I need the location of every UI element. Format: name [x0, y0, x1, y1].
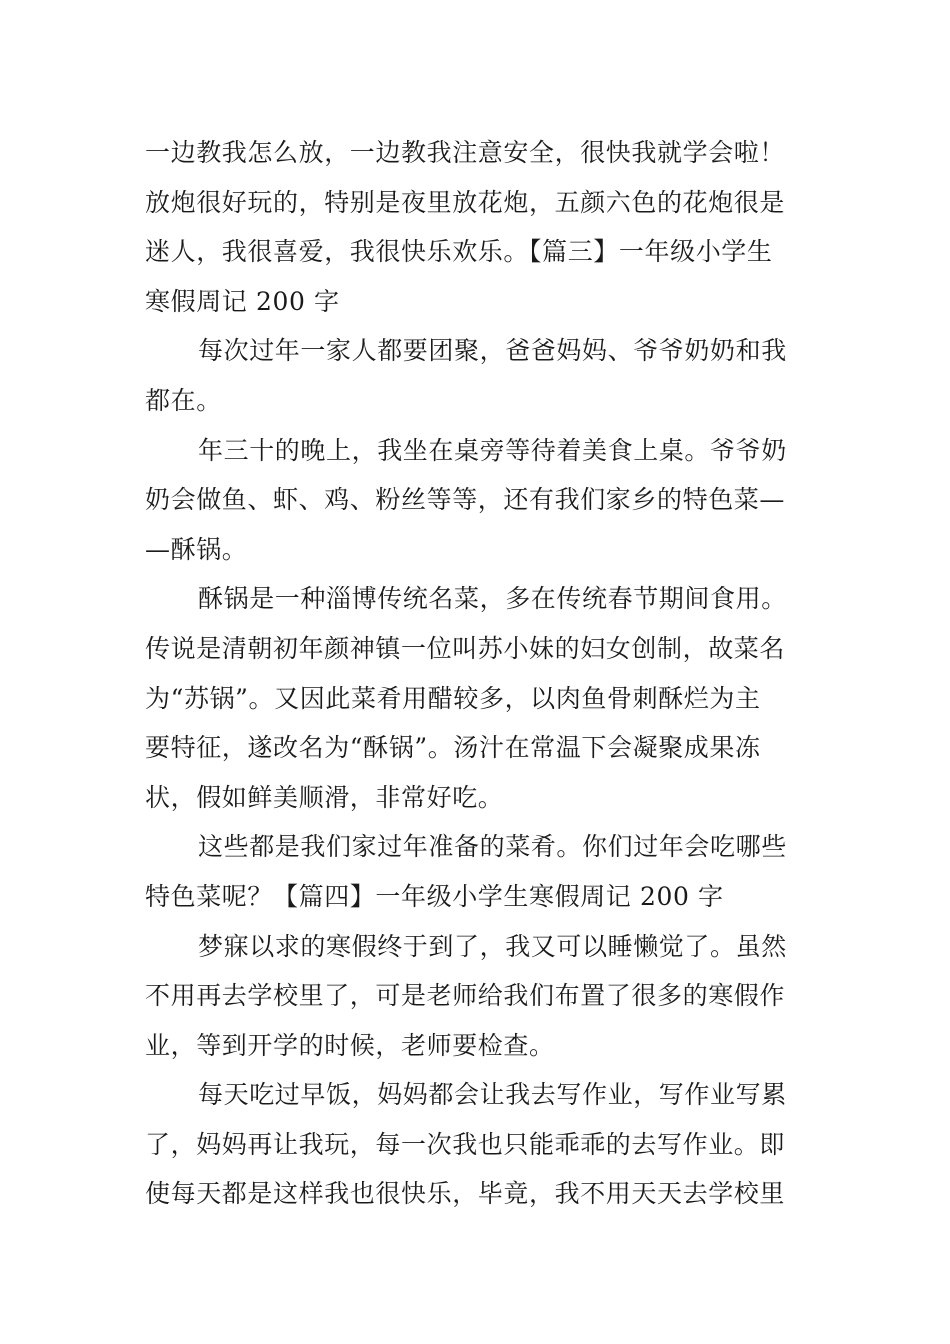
- paragraph: [145, 1070, 810, 1219]
- paragraph: [145, 922, 810, 1071]
- paragraph: [145, 326, 810, 425]
- text-line: 状，假如鲜美顺滑，非常好吃。: [145, 782, 504, 812]
- text-line: 酥锅是一种淄博传统名菜，多在传统春节期间食用。: [198, 584, 787, 614]
- text-line: 梦寐以求的寒假终于到了，我又可以睡懒觉了。虽然: [198, 931, 787, 961]
- paragraph: [145, 128, 810, 326]
- text-line: 寒假周记 200 字: [145, 286, 340, 316]
- text-line: 不用再去学校里了，可是老师给我们布置了很多的寒假作: [145, 981, 786, 1011]
- text-line: 使每天都是这样我也很快乐，毕竟，我不用天天去学校里: [145, 1179, 786, 1209]
- text-line: 奶会做鱼、虾、鸡、粉丝等等，还有我们家乡的特色菜—: [145, 485, 786, 515]
- text-line: 传说是清朝初年颜神镇一位叫苏小妹的妇女创制，故菜名: [145, 633, 786, 663]
- text-line: 这些都是我们家过年准备的菜肴。你们过年会吃哪些: [198, 832, 787, 862]
- paragraph: [145, 574, 810, 822]
- text-line: 要特征，遂改名为“酥锅”。汤汁在常温下会凝聚成果冻: [145, 733, 761, 763]
- text-line: 业，等到开学的时候，老师要检查。: [145, 1030, 555, 1060]
- paragraph: [145, 426, 810, 575]
- text-line: 每天吃过早饭，妈妈都会让我去写作业，写作业写累: [198, 1080, 787, 1110]
- paragraph: [145, 822, 810, 921]
- document-body: [145, 128, 810, 1219]
- text-line: 放炮很好玩的，特别是夜里放花炮，五颜六色的花炮很是: [145, 187, 786, 217]
- text-line: 每次过年一家人都要团聚，爸爸妈妈、爷爷奶奶和我: [198, 336, 787, 366]
- text-line: 了，妈妈再让我玩，每一次我也只能乖乖的去写作业。即: [145, 1129, 786, 1159]
- text-line: 特色菜呢？【篇四】一年级小学生寒假周记 200 字: [145, 881, 724, 911]
- text-line: 年三十的晚上，我坐在桌旁等待着美食上桌。爷爷奶: [198, 435, 787, 465]
- text-line: —酥锅。: [145, 534, 248, 564]
- text-line: 为“苏锅”。又因此菜肴用醋较多，以肉鱼骨刺酥烂为主: [145, 683, 761, 713]
- text-line: 都在。: [145, 385, 222, 415]
- text-line: 迷人，我很喜爱，我很快乐欢乐。【篇三】一年级小学生: [145, 237, 773, 267]
- text-line: 一边教我怎么放，一边教我注意安全，很快我就学会啦！: [145, 138, 786, 167]
